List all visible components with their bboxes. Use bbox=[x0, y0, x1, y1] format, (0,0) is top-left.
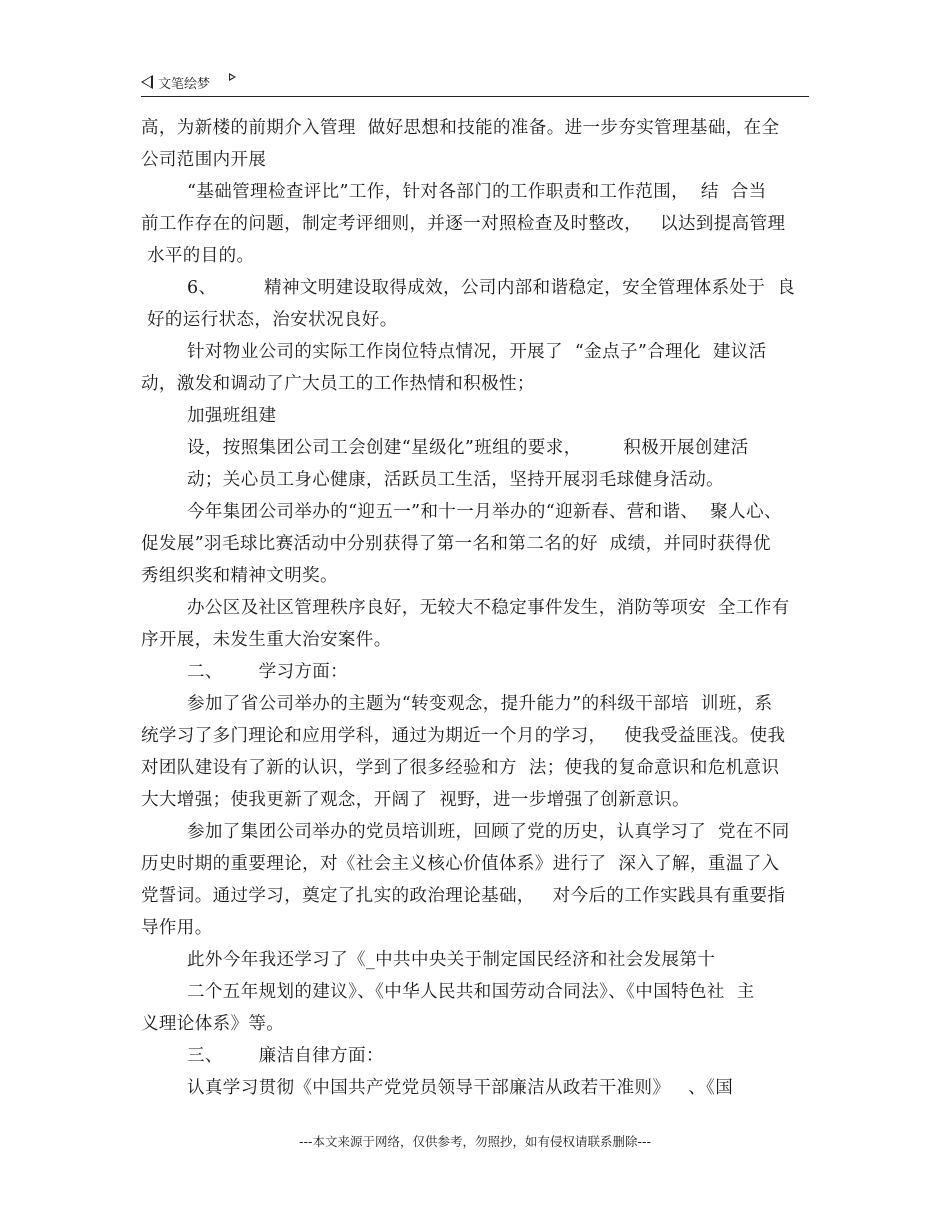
document-body bbox=[141, 116, 841, 1108]
text-line: 高，为新楼的前期介入管理 做好思想和技能的准备。进一步夯实管理基础，在全 bbox=[141, 118, 780, 138]
text-line: 今年集团公司举办的“迎五一”和十一月举办的“迎新春、营和谐、 聚人心、 bbox=[187, 502, 782, 522]
text-line: 义理论体系》等。 bbox=[141, 1014, 285, 1034]
text-line: 大大增强；使我更新了观念，开阔了 视野，进一步增强了创新意识。 bbox=[141, 790, 690, 810]
footer-disclaimer: ---本文来源于网络，仅供参考，勿照抄，如有侵权请联系删除--- bbox=[298, 1134, 652, 1149]
text-line: 二个五年规划的建议》、《中华人民共和国劳动合同法》、《中国特色社 主 bbox=[187, 982, 755, 1002]
text-line: 6、 精神文明建设取得成效，公司内部和谐稳定，安全管理体系处于 良 bbox=[187, 278, 796, 298]
text-line: 序开展，未发生重大治安案件。 bbox=[141, 630, 392, 650]
text-line: 二、 学习方面： bbox=[187, 662, 349, 682]
triangle-left-icon bbox=[141, 75, 153, 89]
text-line: 办公区及社区管理秩序良好，无较大不稳定事件发生，消防等项安 全工作有 bbox=[187, 598, 790, 618]
text-line: 前工作存在的问题，制定考评细则，并逐一对照检查及时整改， 以达到提高管理 bbox=[141, 214, 786, 234]
text-line: 参加了省公司举办的主题为“转变观念，提升能力”的科级干部培 训班，系 bbox=[187, 694, 773, 714]
text-line: 针对物业公司的实际工作岗位特点情况，开展了 “金点子”合理化 建议活 bbox=[187, 342, 767, 362]
text-line: 认真学习贯彻《中国共产党党员领导干部廉洁从政若干准则》 、《国 bbox=[187, 1078, 734, 1098]
text-line: 历史时期的重要理论，对《社会主义核心价值体系》进行了 深入了解，重温了入 bbox=[141, 854, 780, 874]
text-line: 统学习了多门理论和应用学科，通过为期近一个月的学习， 使我受益匪浅。使我 bbox=[141, 726, 786, 746]
text-line: “基础管理检查评比”工作，针对各部门的工作职责和工作范围， 结 合当 bbox=[187, 182, 767, 202]
text-line: 加强班组建 bbox=[187, 406, 277, 426]
text-line: 此外今年我还学习了《_中共中央关于制定国民经济和社会发展第十 bbox=[187, 950, 716, 970]
text-line: 参加了集团公司举办的党员培训班，回顾了党的历史，认真学习了 党在不同 bbox=[187, 822, 790, 842]
header-brand: 文笔绘梦 bbox=[158, 77, 211, 92]
text-line: 党誓词。通过学习，奠定了扎实的政治理论基础， 对今后的工作实践具有重要指 bbox=[141, 886, 786, 906]
triangle-right-icon bbox=[229, 73, 236, 81]
text-line: 促发展”羽毛球比赛活动中分别获得了第一名和第二名的好 成绩，并同时获得优 bbox=[141, 534, 771, 554]
text-line: 秀组织奖和精神文明奖。 bbox=[141, 566, 338, 586]
text-line: 动，激发和调动了广大员工的工作热情和积极性； bbox=[141, 374, 535, 394]
text-line: 导作用。 bbox=[141, 918, 213, 938]
text-line: 动；关心员工身心健康，活跃员工生活，坚持开展羽毛球健身活动。 bbox=[187, 470, 724, 490]
text-line: 设，按照集团公司工会创建“星级化”班组的要求， 积极开展创建活 bbox=[187, 438, 749, 458]
text-line: 好的运行状态，治安状况良好。 bbox=[147, 310, 398, 330]
text-line: 对团队建设有了新的认识，学到了很多经验和方 法；使我的复命意识和危机意识 bbox=[141, 758, 780, 778]
text-line: 公司范围内开展 bbox=[141, 150, 267, 170]
text-line: 水平的目的。 bbox=[147, 246, 255, 266]
text-line: 三、 廉洁自律方面： bbox=[187, 1046, 384, 1066]
page-header bbox=[141, 72, 809, 97]
